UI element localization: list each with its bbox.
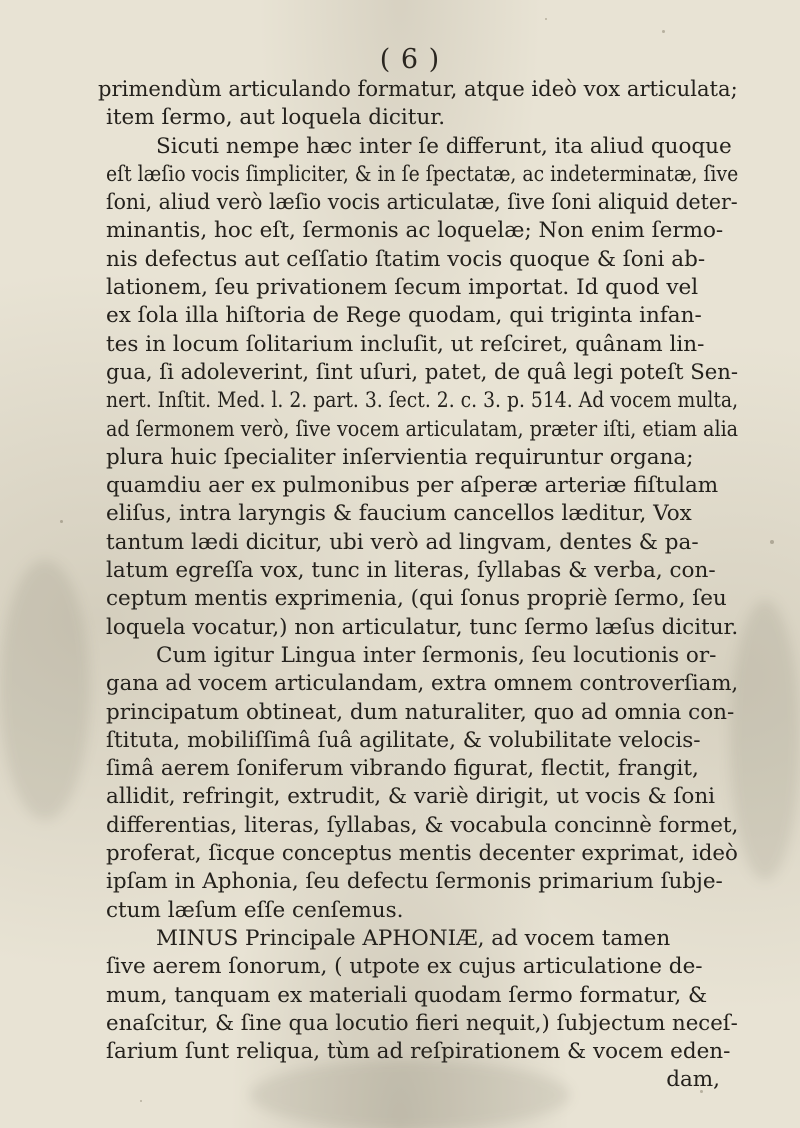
text-line: quamdiu aer ex pulmonibus per aſperæ arteriæ fiſtulam	[106, 473, 719, 499]
text-line: plura huic ſpecialiter inſervientia requiruntur organa;	[106, 444, 694, 470]
text-line: mum, tanquam ex materiali quodam ſermo formatur, &	[106, 982, 708, 1008]
text-line: allidit, refringit, extrudit, & variè dirigit, ut vocis & ſoni	[106, 784, 716, 810]
page-number: ( 6 )	[379, 44, 441, 75]
text-line: latum egreſſa vox, tunc in literas, ſyllabas & verba, con-	[106, 558, 716, 584]
text-line: eliſus, intra laryngis & faucium cancellos læditur, Vox	[106, 501, 692, 527]
text-line: ſarium ſunt reliqua, tùm ad reſpirationem & vocem eden-	[106, 1039, 731, 1065]
text-line: ctum læſum eſſe cenſemus.	[106, 897, 404, 923]
text-line: dam,	[666, 1067, 720, 1093]
text-line: enaſcitur, & ſine qua locutio fieri nequit,) ſubjectum neceſ-	[106, 1010, 738, 1036]
text-line: primendùm articulando formatur, atque ideò vox articulata;	[98, 77, 738, 102]
text-line: proferat, ſicque conceptus mentis decenter exprimat, ideò	[106, 841, 738, 867]
text-line: Sicuti nempe hæc inter ſe differunt, ita aliud quoque	[156, 133, 732, 159]
text-line: eſt læſio vocis ſimpliciter, & in ſe ſpectatæ, ac indeterminatæ, ſive	[106, 161, 739, 187]
text-line: ſimâ aerem ſoniferum vibrando figurat, flectit, frangit,	[106, 756, 699, 782]
text-line: item ſermo, aut loquela dicitur.	[106, 105, 446, 131]
text-line: MINUS Principale APHONIÆ, ad vocem tamen	[156, 925, 671, 951]
text-line: nert. Inſtit. Med. l. 2. part. 3. ſect. 2. c. 3. p. 514. Ad vocem multa,	[106, 388, 739, 414]
text-line: differentias, literas, ſyllabas, & vocabula concinnè formet,	[106, 812, 739, 838]
text-line: lationem, ſeu privationem ſecum importat. Id quod vel	[106, 275, 699, 301]
text-line: minantis, hoc eſt, ſermonis ac loquelæ; Non enim ſermo-	[106, 218, 724, 244]
text-line: ad ſermonem verò, ſive vocem articulatam, præter iſti, etiam alia	[106, 416, 739, 442]
text-line: nis defectus aut ceſſatio ſtatim vocis quoque & ſoni ab-	[106, 246, 706, 272]
text-line: tes in locum ſolitarium incluſit, ut reſciret, quânam lin-	[106, 331, 705, 357]
body-text	[98, 76, 738, 1095]
text-line: ſtituta, mobiliſſimâ ſuâ agilitate, & volubilitate velocis-	[106, 727, 701, 753]
text-line: gua, ſi adoleverint, ſint uſuri, patet, de quâ legi poteſt Sen-	[106, 359, 739, 385]
text-line: Cum igitur Lingua inter ſermonis, ſeu locutionis or-	[156, 642, 717, 668]
text-line: ceptum mentis exprimenia, (qui ſonus propriè ſermo, ſeu	[106, 586, 727, 612]
text-line: ex ſola illa hiſtoria de Rege quodam, qui triginta infan-	[106, 303, 702, 329]
text-line: ſoni, aliud verò læſio vocis articulatæ, ſive ſoni aliquid deter-	[106, 190, 738, 216]
text-line: ſive aerem ſonorum, ( utpote ex cujus articulatione de-	[106, 954, 703, 980]
text-line: loquela vocatur,) non articulatur, tunc ſermo læſus dicitur.	[106, 614, 739, 640]
text-line: tantum lædi dicitur, ubi verò ad lingvam, dentes & pa-	[106, 529, 699, 555]
text-line: gana ad vocem articulandam, extra omnem controverſiam,	[106, 671, 739, 697]
text-line: ipſam in Aphonia, ſeu defectu ſermonis primarium ſubje-	[106, 869, 723, 895]
text-line: principatum obtineat, dum naturaliter, quo ad omnia con-	[106, 699, 735, 725]
